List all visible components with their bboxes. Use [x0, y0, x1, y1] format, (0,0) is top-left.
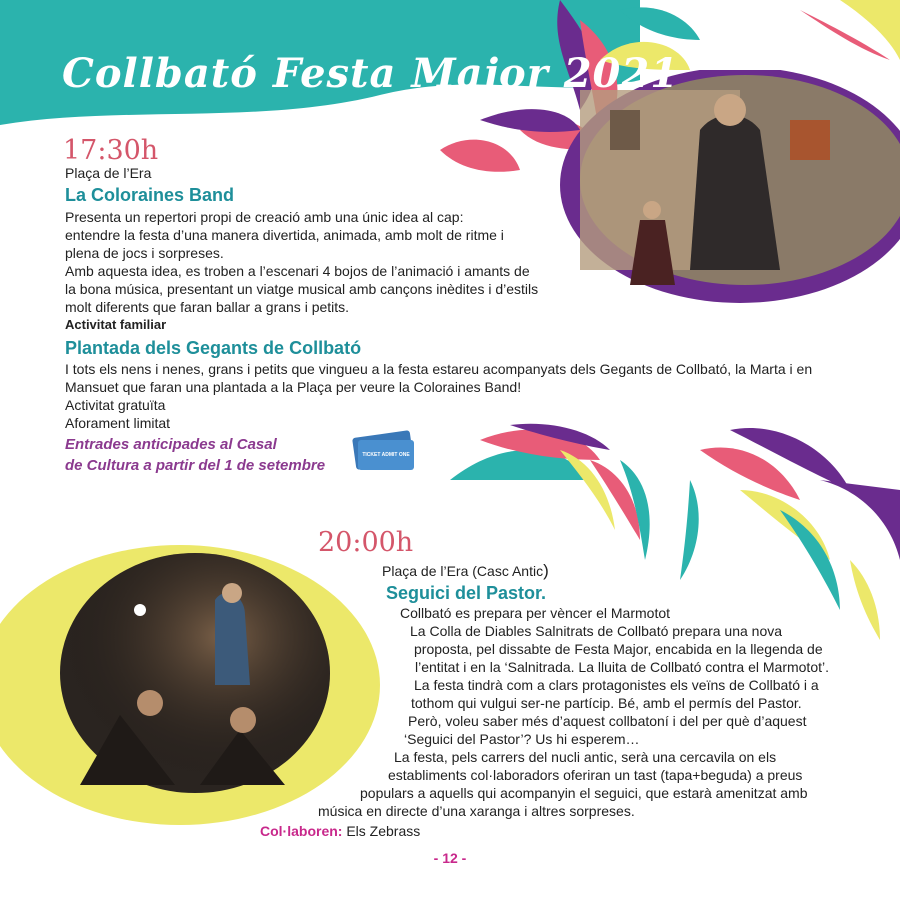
event2-capacity: Aforament limitat	[65, 415, 171, 431]
event3-line: música en directe d’una xaranga i altres sorpreses.	[318, 803, 635, 819]
event1-line: Amb aquesta idea, es troben a l’escenari 4 bojos de l’animació i amants de	[65, 263, 530, 279]
page-title: Collbató Festa Major 2021	[62, 50, 680, 97]
event1-time: 17:30h	[63, 135, 159, 166]
event3-line: tothom qui vulgui ser-ne partícip. Bé, amb el permís del Pastor.	[411, 695, 802, 711]
promo-line: Entrades anticipades al Casal	[65, 436, 277, 453]
promo-line: de Cultura a partir del 1 de setembre	[65, 457, 326, 474]
event2-title: Plantada dels Gegants de Collbató	[65, 338, 362, 358]
event3-line: populars a aquells qui acompanyin el seguici, que estarà amenitzat amb	[360, 785, 808, 801]
event1-title: La Coloraines Band	[65, 185, 235, 205]
event3-line: ‘Seguici del Pastor’? Us hi esperem…	[404, 731, 640, 747]
event3-line: l’entitat i en la ‘Salnitrada. La lluita de Collbató contra el Marmotot’.	[415, 659, 829, 675]
event3-line: La festa, pels carrers del nucli antic, serà una cercavila on els	[394, 749, 777, 765]
giants-photo	[540, 70, 900, 320]
event3-line: Collbató es prepara per vèncer el Marmotot	[400, 605, 671, 621]
event3-line: La festa tindrà com a clars protagonistes els veïns de Collbató i a	[414, 677, 819, 693]
event3-line: proposta, pel dissabte de Festa Major, encabida en la llegenda de	[414, 641, 823, 657]
event2-line: Mansuet que faran una plantada a la Plaça per veure la Coloraines Band!	[65, 379, 522, 395]
event3-title: Seguici del Pastor.	[386, 583, 547, 603]
event3-line: establiments col·laboradors oferiran un tast (tapa+beguda) a preus	[388, 767, 803, 783]
collaborators-value: Els Zebrass	[342, 823, 421, 839]
event3-line: Però, voleu saber més d’aquest collbatoní i del per què d’aquest	[408, 713, 807, 729]
event1-line: entendre la festa d’una manera divertida, animada, amb molt de ritme i	[65, 227, 504, 243]
event3-line: La Colla de Diables Salnitrats de Collbató prepara una nova	[410, 623, 783, 639]
event1-description	[65, 208, 538, 316]
event2-promo	[65, 434, 325, 476]
event1-line: la bona música, presentant un viatge musical amb cançons inèdites i d’estils	[65, 281, 539, 297]
event1-note: Activitat familiar	[65, 317, 167, 332]
event1-line: plena de jocs i sorpreses.	[65, 245, 224, 261]
event3-time: 20:00h	[318, 527, 414, 558]
collaborators-label: Col·laboren:	[260, 823, 343, 839]
event1-line: molt diferents que faran ballar a grans i petits.	[65, 299, 350, 315]
event3-location-close: )	[543, 561, 549, 580]
ticket-text: TICKET ADMIT ONE	[362, 452, 410, 458]
event2-line: I tots els nens i nenes, grans i petits que vingueu a la festa estareu acompanyats dels Gegants de Collbató, la Marta i en	[65, 361, 813, 377]
ticket-icon	[348, 430, 418, 475]
event1-location: Plaça de l’Era	[65, 165, 152, 181]
event3-collaborators	[260, 822, 420, 840]
event3-location	[382, 561, 549, 581]
event1-line: Presenta un repertori propi de creació amb una únic idea al cap:	[65, 209, 464, 225]
page-number: - 12 -	[433, 850, 467, 866]
event3-location-text: Plaça de l’Era (Casc Antic	[382, 563, 544, 579]
event2-free: Activitat gratuïta	[65, 397, 166, 413]
event3-description	[0, 604, 900, 820]
